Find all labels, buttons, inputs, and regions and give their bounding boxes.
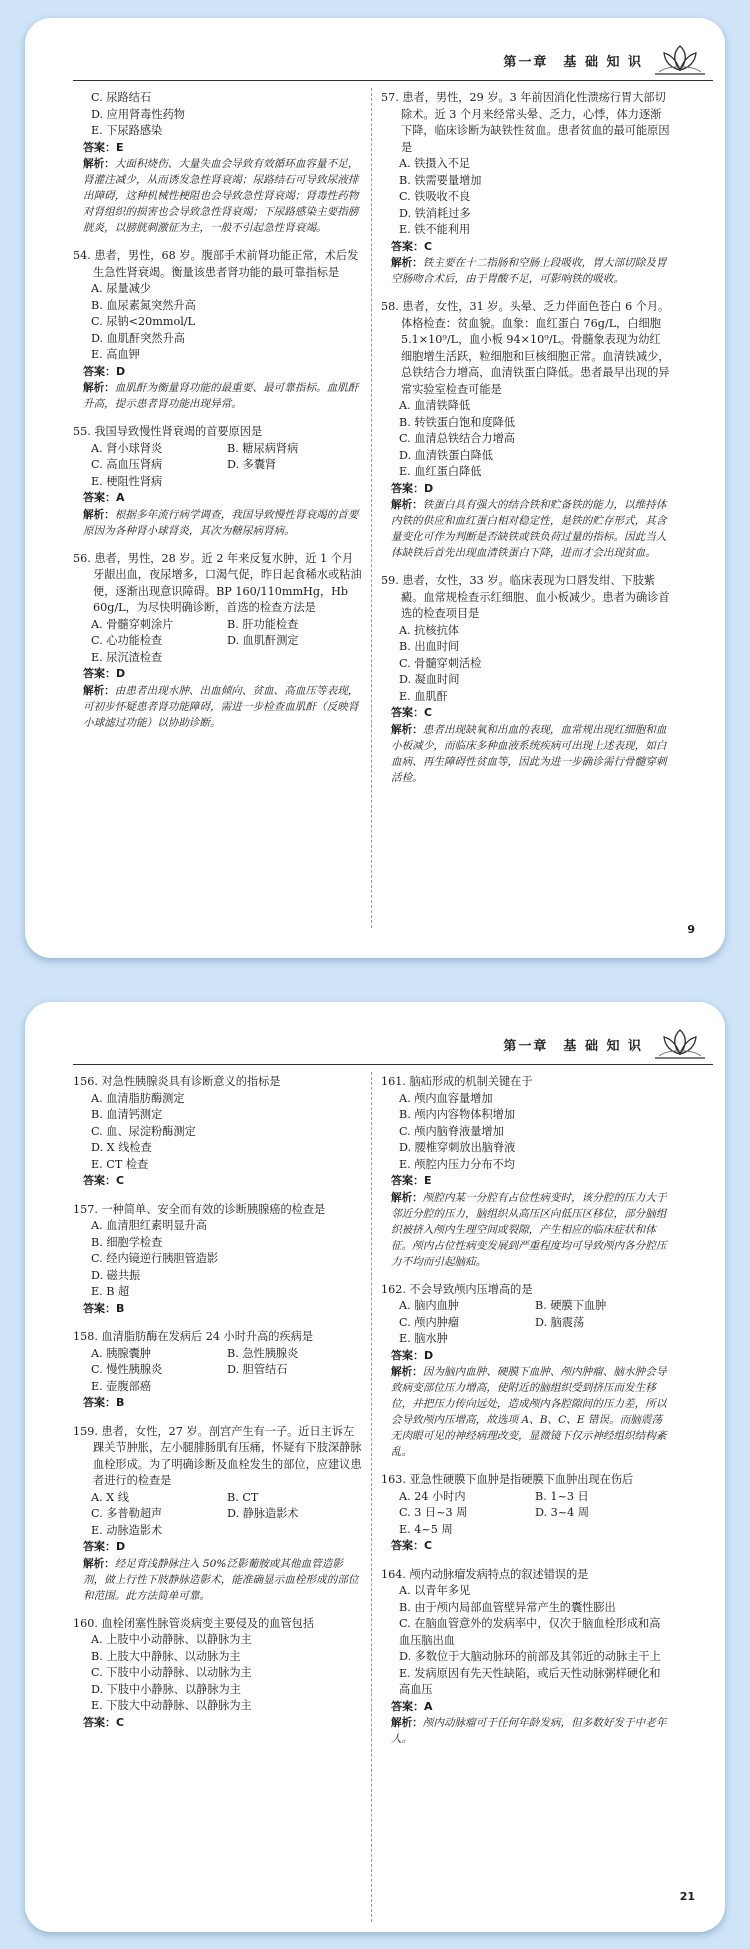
option-row <box>73 1506 363 1523</box>
explanation <box>381 1715 671 1747</box>
question-stem: 163. 亚急性硬膜下血肿是指硬膜下血肿出现在伤后 <box>381 1473 634 1486</box>
option: A. 血清脂肪酶测定 <box>91 1091 185 1105</box>
option: D. 磁共振 <box>91 1268 141 1282</box>
explanation-label: 解析： <box>83 684 115 697</box>
option: C. 铁吸收不良 <box>399 190 471 203</box>
option: E. 高血钾 <box>91 348 140 361</box>
option: E. 动脉造影术 <box>91 1523 163 1537</box>
right-column <box>381 90 671 798</box>
explanation-label: 解析： <box>83 382 115 394</box>
question-stem: 55. 我国导致慢性肾衰竭的首要原因是 <box>73 425 263 438</box>
explanation <box>381 722 671 786</box>
option: A. 脑内血肿 <box>399 1299 459 1312</box>
explanation-text: 大面积烧伤、大量失血会导致有效循环血容量不足，肾灌注减少，从而诱发急性肾衰竭；尿路结石可导致尿液排出障碍，这种机械性梗阻也会导致急性肾衰竭；肾毒性药物对肾组织的损害也会导致急性肾衰竭；下尿路感染主要指膀胱炎，以膀胱刺激征为主，一般不引起急性肾衰竭。 <box>83 158 359 234</box>
option: C. 尿钠<20mmol/L <box>91 315 195 328</box>
option-row <box>73 441 363 458</box>
answer: 答案：C <box>83 1174 125 1187</box>
option: E. 下尿路感染 <box>91 124 163 137</box>
header-rule <box>73 1064 713 1065</box>
answer: 答案：A <box>391 1699 433 1713</box>
explanation-text: 颅内动脉瘤可于任何年龄发病，但多数好发于中老年人。 <box>391 1717 667 1745</box>
explanation <box>73 683 363 731</box>
question-161 <box>381 1074 671 1270</box>
column-divider <box>371 1072 372 1922</box>
explanation-text: 患者出现缺氧和出血的表现，血常规出现红细胞和血小板减少，而临床多种血液系统疾病可出现上述表现，如白血病、再生障碍性贫血等，因此为进一步确诊需行骨髓穿刺活检。 <box>391 723 667 784</box>
explanation <box>381 1190 671 1270</box>
option: E. B 超 <box>91 1285 130 1298</box>
option: C. 3 日~3 周 <box>399 1506 468 1519</box>
answer: 答案：B <box>83 1301 125 1315</box>
question-54 <box>73 248 363 412</box>
option: C. 心功能检查 <box>91 634 163 647</box>
chapter-title: 第一章 基 础 知 识 <box>503 55 643 70</box>
option: E. 壶腹部癌 <box>91 1379 152 1393</box>
option: B. 细胞学检查 <box>91 1235 163 1249</box>
answer: 答案：A <box>83 491 125 504</box>
explanation-label: 解析： <box>391 257 423 269</box>
option: E. 颅腔内压力分布不均 <box>399 1157 515 1171</box>
answer: 答案：B <box>83 1396 125 1409</box>
option: D. X 线检查 <box>91 1141 152 1154</box>
explanation-text: 颅腔内某一分腔有占位性病变时，该分腔的压力大于邻近分腔的压力，脑组织从高压区向低压区移位，部分脑组织被挤入颅内生理空间或裂隙，产生相应的临床症状和体征。颅内占位性病变发展到严重程度均可导致颅内各分腔压力不均而引起脑疝。 <box>391 1191 667 1268</box>
option: A. 颅内血容量增加 <box>399 1091 493 1105</box>
option: B. 由于颅内局部血管壁异常产生的囊性膨出 <box>399 1600 616 1614</box>
question-53-tail <box>73 90 363 236</box>
option: E. 发病原因有先天性缺陷，或后天性动脉粥样硬化和高血压 <box>399 1666 661 1696</box>
option: B. 上肢大中静脉、以动脉为主 <box>91 1649 241 1663</box>
explanation <box>381 497 671 561</box>
page-header <box>503 36 707 78</box>
question-163 <box>381 1472 671 1555</box>
option: D. 血清铁蛋白降低 <box>399 448 493 462</box>
question-stem: 158. 血清脂肪酶在发病后 24 小时升高的疾病是 <box>73 1330 314 1343</box>
option: A. 血清铁降低 <box>399 399 471 412</box>
answer: 答案：D <box>83 667 126 680</box>
explanation <box>73 156 363 236</box>
explanation-label: 解析： <box>391 1366 423 1378</box>
option: E. 血肌酐 <box>399 689 448 703</box>
question-stem: 164. 颅内动脉瘤发病特点的叙述错误的是 <box>381 1567 589 1581</box>
option-row <box>73 617 363 634</box>
question-stem: 162. 不会导致颅内压增高的是 <box>381 1282 533 1296</box>
answer: 答案：C <box>391 239 433 253</box>
option: C. 高血压肾病 <box>91 458 163 471</box>
option: E. 4~5 周 <box>399 1522 453 1536</box>
right-column <box>381 1074 671 1759</box>
page-header <box>503 1020 707 1062</box>
question-stem: 57. 患者，男性，29 岁。3 年前因消化性溃疡行胃大部切除术。近 3 个月来经常头晕、乏力，心悸，体力逐渐下降，临床诊断为缺铁性贫血。患者贫血的最可能原因是 <box>381 91 670 154</box>
question-stem: 56. 患者，男性，28 岁。近 2 年来反复水肿，近 1 个月牙龈出血，夜尿增多，口渴气促，昨日起食稀水或粘油便，逐渐出现意识障碍。BP 160/110mmHg，Hb 60g/L，为尽快明确诊断，首选的检查方法是 <box>73 551 362 614</box>
option: A. 尿量减少 <box>91 282 151 295</box>
option: B. 出血时间 <box>399 640 460 653</box>
answer: 答案：C <box>391 706 433 719</box>
answer: 答案：E <box>391 1174 432 1187</box>
question-162 <box>381 1282 671 1461</box>
option: C. 颅内肿瘤 <box>399 1315 460 1329</box>
header-rule <box>73 80 713 81</box>
question-stem: 54. 患者，男性，68 岁。腹部手术前肾功能正常，术后发生急性肾衰竭。衡量该患者肾功能的最可靠指标是 <box>73 249 359 279</box>
explanation-text: 铁主要在十二指肠和空肠上段吸收，胃大部切除及胃空肠吻合术后，由于胃酸不足，可影响铁的吸收。 <box>391 257 667 285</box>
question-58 <box>381 299 671 561</box>
option: C. 血清总铁结合力增高 <box>399 432 515 445</box>
book-page-21 <box>25 1002 725 1932</box>
explanation-label: 解析： <box>391 723 423 736</box>
option-row <box>73 1490 363 1507</box>
question-stem: 160. 血栓闭塞性脉管炎病变主要侵及的血管包括 <box>73 1616 315 1630</box>
explanation-label: 解析： <box>83 1557 115 1570</box>
explanation <box>73 1556 363 1604</box>
question-stem: 59. 患者，女性，33 岁。临床表现为口唇发绀、下肢紫癜。血常规检查示红细胞、血小板减少。患者为确诊首选的检查项目是 <box>381 574 670 620</box>
question-156 <box>73 1074 363 1190</box>
answer: 答案：D <box>391 1348 434 1362</box>
option: B. 铁需要量增加 <box>399 173 482 187</box>
explanation-label: 解析： <box>83 508 115 521</box>
option-row <box>381 1489 671 1506</box>
question-56 <box>73 551 363 731</box>
option: D. 多囊肾 <box>227 458 277 471</box>
answer: 答案：D <box>391 481 434 495</box>
option: D. 多数位于大脑动脉环的前部及其邻近的动脉主干上 <box>399 1650 661 1663</box>
option: B. 1~3 日 <box>535 1489 589 1503</box>
option: B. 颅内内容物体积增加 <box>399 1108 516 1121</box>
question-stem: 58. 患者，女性，31 岁。头晕、乏力伴面色苍白 6 个月。体格检查：贫血貌。血象：血红蛋白 76g/L，白细胞 5.1×10⁹/L，血小板 94×10⁹/L。骨髓象表现为幼红细胞增生活跃，粒细胞和巨核细胞正常。血清铁减少，总铁结合力增高，血清铁蛋白降低。患者最早出现的异常实验室检查可能是 <box>381 300 670 396</box>
explanation <box>381 255 671 287</box>
option: E. 尿沉渣检查 <box>91 650 163 664</box>
option: D. 胆管结石 <box>227 1363 288 1376</box>
option: B. 血尿素氮突然升高 <box>91 298 196 312</box>
option: C. 经内镜逆行胰胆管造影 <box>91 1252 219 1265</box>
explanation-text: 经足背浅静脉注入 50%泛影葡胺或其他血管造影剂，做上行性下肢静脉造影术，能准确显示血栓形成的部位和范围。此方法简单可靠。 <box>83 1557 359 1602</box>
option: E. CT 检查 <box>91 1157 149 1171</box>
explanation-text: 铁蛋白具有强大的结合铁和贮备铁的能力，以维持体内铁的供应和血红蛋白相对稳定性，是铁的贮存形式，其含量变化可作为判断是否缺铁或铁负荷过量的指标。因此当人体缺铁后首先出现血清铁蛋白下降，进而才会出现贫血。 <box>391 499 667 559</box>
option: D. 脑震荡 <box>535 1315 585 1329</box>
explanation <box>381 1364 671 1460</box>
explanation-text: 血肌酐为衡量肾功能的最重要、最可靠指标。血肌酐升高，提示患者肾功能出现异常。 <box>83 382 359 410</box>
explanation-label: 解析： <box>391 499 423 511</box>
option: D. 腰椎穿刺放出脑脊液 <box>399 1141 516 1154</box>
page-number: 9 <box>687 923 695 936</box>
option: D. 静脉造影术 <box>227 1507 299 1520</box>
left-column <box>73 90 363 743</box>
question-55 <box>73 424 363 539</box>
option-row <box>381 1505 671 1522</box>
question-stem: 161. 脑疝形成的机制关键在于 <box>381 1075 533 1088</box>
option: D. 应用肾毒性药物 <box>91 107 185 121</box>
question-stem: 159. 患者，女性，27 岁。剖宫产生有一子。近日主诉左踝关节肿胀，左小腿腓肠肌有压痛，怀疑有下肢深静脉血栓形成。为了明确诊断及血栓发生的部位，应建议患者进行的检查是 <box>73 1424 362 1487</box>
option: A. X 线 <box>91 1490 129 1504</box>
explanation-label: 解析： <box>391 1717 423 1729</box>
question-158 <box>73 1329 363 1412</box>
left-column <box>73 1074 363 1743</box>
question-57 <box>381 90 671 287</box>
option: C. 下肢中小动静脉、以动脉为主 <box>91 1666 252 1679</box>
option: C. 颅内脑脊液量增加 <box>399 1124 504 1138</box>
book-page-9 <box>25 18 725 958</box>
option: B. 转铁蛋白饱和度降低 <box>399 415 516 429</box>
explanation-text: 因为脑内血肿、硬膜下血肿、颅内肿瘤、脑水肿会导致病变部位压力增高，使附近的脑组织受到挤压而发生移位，并把压力传向远处，造成颅内各腔隙间的压力差，所以会导致颅内压增高，故选项 A、B、C、E 错误。而脑震荡无肉眼可见的神经病理改变，显微镜下仅示神经组织结构紊乱。 <box>391 1366 667 1458</box>
option: A. 肾小球肾炎 <box>91 441 163 455</box>
option: A. 上肢中小动静脉、以静脉为主 <box>91 1633 252 1646</box>
question-159 <box>73 1424 363 1604</box>
option: A. 血清胆红素明显升高 <box>91 1219 207 1232</box>
option: E. 脑水肿 <box>399 1332 448 1345</box>
question-164 <box>381 1567 671 1748</box>
option: A. 以青年多见 <box>399 1584 471 1597</box>
option: C. 多普勒超声 <box>91 1507 163 1520</box>
option: C. 骨髓穿刺活检 <box>399 656 482 670</box>
answer: 答案：E <box>83 140 124 154</box>
option-row <box>73 1362 363 1379</box>
lotus-logo-icon <box>653 1022 707 1062</box>
question-stem: 157. 一种简单、安全而有效的诊断胰腺癌的检查是 <box>73 1202 326 1216</box>
option: D. 3~4 周 <box>535 1506 590 1519</box>
answer: 答案：C <box>83 1715 125 1729</box>
answer: 答案：C <box>391 1539 433 1552</box>
option: D. 铁消耗过多 <box>399 206 471 220</box>
option: D. 血肌酐测定 <box>227 634 299 647</box>
question-stem: 156. 对急性胰腺炎具有诊断意义的指标是 <box>73 1075 281 1088</box>
chapter-title: 第一章 基 础 知 识 <box>503 1039 643 1054</box>
option: E. 梗阻性肾病 <box>91 474 163 488</box>
option: D. 凝血时间 <box>399 673 460 686</box>
explanation-label: 解析： <box>83 158 115 170</box>
option: A. 骨髓穿刺涂片 <box>91 617 174 631</box>
question-160 <box>73 1616 363 1732</box>
option: E. 血红蛋白降低 <box>399 465 482 478</box>
option: C. 在脑血管意外的发病率中，仅次于脑血栓形成和高血压脑出血 <box>399 1617 661 1647</box>
option: C. 血、尿淀粉酶测定 <box>91 1124 196 1138</box>
explanation-text: 由患者出现水肿、出血倾向、贫血、高血压等表现，可初步怀疑患者肾功能障碍，需进一步检查血肌酐（反映肾小球滤过功能）以协助诊断。 <box>83 684 359 729</box>
option: B. 血清钙测定 <box>91 1108 163 1121</box>
option: B. 糖尿病肾病 <box>227 441 299 455</box>
option: B. 硬膜下血肿 <box>535 1299 607 1312</box>
option: D. 血肌酐突然升高 <box>91 331 185 345</box>
answer: 答案：D <box>83 1540 126 1553</box>
option: C. 尿路结石 <box>91 91 152 104</box>
option: E. 下肢大中动静脉、以静脉为主 <box>91 1699 252 1712</box>
option-row <box>381 1298 671 1315</box>
page-number: 21 <box>679 1890 695 1903</box>
option: A. 胰腺囊肿 <box>91 1346 151 1360</box>
answer: 答案：D <box>83 364 126 378</box>
option: B. 肝功能检查 <box>227 617 299 631</box>
question-157 <box>73 1202 363 1318</box>
explanation-text: 根据多年流行病学调查，我国导致慢性肾衰竭的首要原因为各种肾小球肾炎，其次为糖尿病肾病。 <box>83 508 359 537</box>
option: D. 下肢中小静脉、以静脉为主 <box>91 1682 241 1696</box>
option: A. 铁摄入不足 <box>399 157 471 170</box>
lotus-logo-icon <box>653 38 707 78</box>
explanation-label: 解析： <box>391 1191 423 1204</box>
option-row <box>381 1315 671 1332</box>
option: A. 抗核抗体 <box>399 623 459 637</box>
option-row <box>73 1346 363 1363</box>
option: B. CT <box>227 1490 259 1504</box>
column-divider <box>371 88 372 928</box>
option: E. 铁不能利用 <box>399 223 471 236</box>
question-59 <box>381 573 671 786</box>
option-row <box>73 633 363 650</box>
option: C. 慢性胰腺炎 <box>91 1363 163 1376</box>
explanation <box>73 380 363 412</box>
option: B. 急性胰腺炎 <box>227 1346 299 1360</box>
option: A. 24 小时内 <box>399 1489 466 1503</box>
option-row <box>73 457 363 474</box>
explanation <box>73 507 363 539</box>
